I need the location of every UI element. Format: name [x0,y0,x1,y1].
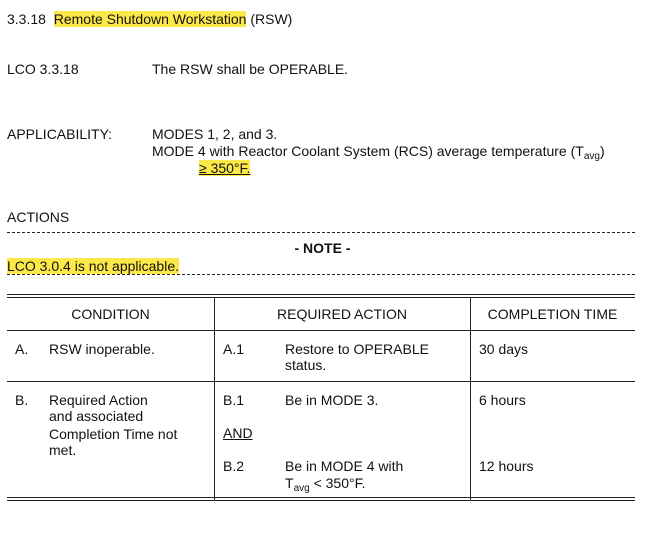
table-top-rule-inner [7,297,635,298]
applicability-avg-subscript: avg [583,151,600,162]
note-text-wrap [7,258,179,274]
header-condition: CONDITION [71,306,150,322]
row-b-action-2-t: T [285,475,294,491]
row-b-completion-time-2: 12 hours [479,458,534,474]
table-bottom-rule [7,497,635,498]
row-b-letter: B. [15,392,29,408]
table-top-rule [7,294,635,295]
section-number: 3.3.18 [7,11,46,27]
applicability-line-3 [199,160,250,176]
applicability-line-2-text: MODE 4 with Reactor Coolant System (RCS) average temperature (T [152,143,584,159]
lco-label: LCO 3.3.18 [7,61,79,77]
row-b-action-2-avg-subscript: avg [293,483,310,494]
row-a-letter: A. [15,341,29,357]
row-b-action-1-text: Be in MODE 3. [285,392,379,408]
row-b-condition-line-3: Completion Time not [49,426,178,442]
row-a-bottom-rule [7,381,635,382]
note-bottom-divider [7,274,635,275]
row-b-action-2-line-1: Be in MODE 4 with [285,458,404,474]
row-a-action-line-2: status. [285,357,327,373]
table-bottom-rule-inner [7,500,635,501]
actions-heading: ACTIONS [7,209,70,225]
header-required-action: REQUIRED ACTION [277,306,407,322]
header-completion-time: COMPLETION TIME [487,306,618,322]
row-b-completion-time-1: 6 hours [479,392,526,408]
row-b-action-2-line-2 [285,475,366,494]
row-a-action-id: A.1 [223,341,245,357]
row-b-action-2-id: B.2 [223,458,245,474]
row-b-action-2-limit: < 350°F. [309,475,366,491]
row-b-action-1-id: B.1 [223,392,245,408]
applicability-temp-limit: ≥ 350°F. [199,160,251,176]
row-a-condition: RSW inoperable. [49,341,155,357]
row-b-condition-line-1: Required Action [49,392,148,408]
row-b-and-connector: AND [223,425,253,441]
applicability-line-2-close: ) [599,143,605,159]
row-b-condition-line-4: met. [49,442,77,458]
applicability-line-1: MODES 1, 2, and 3. [152,126,278,142]
note-text: LCO 3.0.4 is not applicable. [7,258,179,274]
note-top-divider [7,232,635,233]
section-abbrev: (RSW) [250,11,293,27]
applicability-label: APPLICABILITY: [7,126,113,142]
row-a-completion-time: 30 days [479,341,529,357]
column-divider-1 [214,297,215,500]
row-a-action-line-1: Restore to OPERABLE [285,341,429,357]
row-b-condition-line-2: and associated [49,408,144,424]
section-header [7,11,292,27]
section-title: Remote Shutdown Workstation [53,11,247,27]
column-divider-2 [470,297,471,500]
header-bottom-rule [7,330,635,331]
note-title: - NOTE - [294,240,351,256]
lco-text: The RSW shall be OPERABLE. [152,61,349,77]
